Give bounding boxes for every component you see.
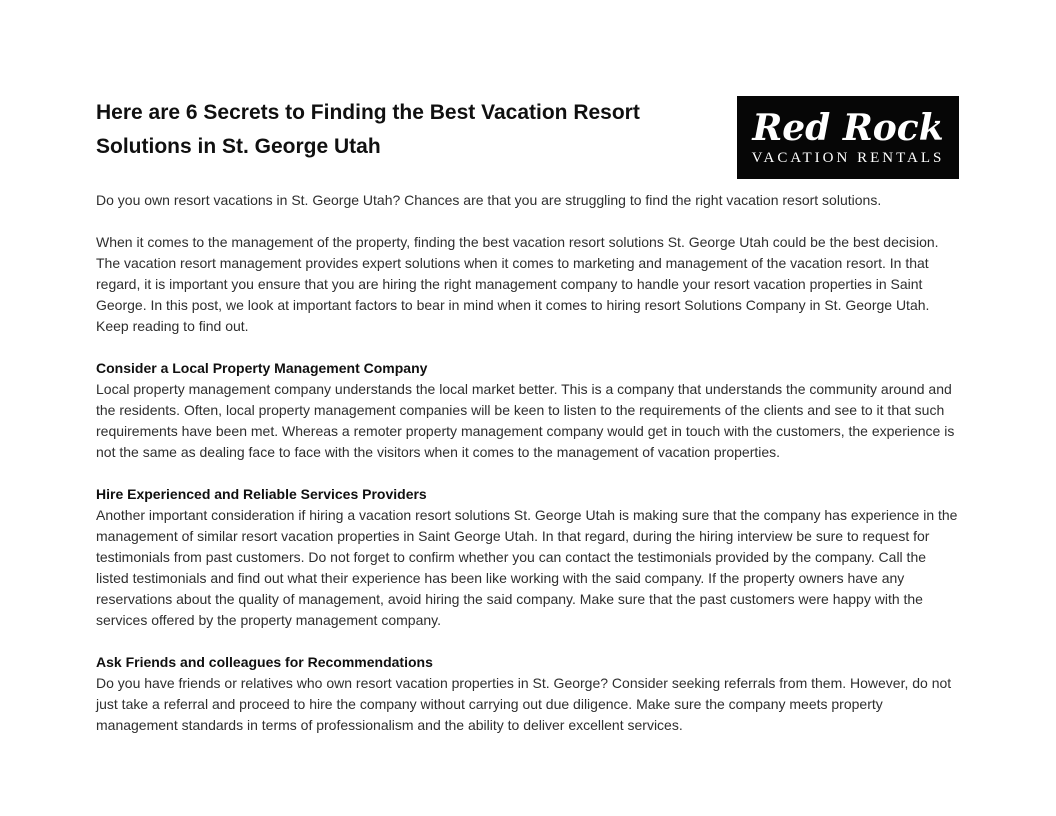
section-body: Do you have friends or relatives who own resort vacation properties in St. George? Consider seeking referrals from them. However, do not just take a referral and proceed to hire the company without carrying out due diligence. Make sure the company meets property management standards in terms of professionalism and the ability to deliver excellent services. [96, 675, 952, 733]
intro-paragraph-2: When it comes to the management of the property, finding the best vacation resort solutions St. George Utah could be the best decision. The vacation resort management provides expert solutions when it comes to marketing and management of the vacation resort. In that regard, it is important you ensure that you are hiring the right management company to handle your resort vacation properties in Saint George. In this post, we look at important factors to bear in mind when it comes to hiring resort Solutions Company in St. George Utah. Keep reading to find out. [96, 234, 939, 334]
company-logo [737, 96, 959, 179]
section-body: Another important consideration if hiring a vacation resort solutions St. George Utah is making sure that the company has experience in the management of similar resort vacation properties in Saint George Utah. In that regard, during the hiring interview be sure to request for testimonials from past customers. Do not forget to confirm whether you can contact the testimonials provided by the company. Call the listed testimonials and find out what their experience has been like working with the said company. If the property owners have any reservations about the quality of management, avoid hiring the said company. Make sure that the past customers were happy with the services offered by the property management company. [96, 507, 958, 628]
logo-brand-name: Red Rock [752, 107, 944, 149]
section-local-property-management [96, 358, 961, 463]
intro-paragraph-1: Do you own resort vacations in St. George Utah? Chances are that you are struggling to find the right vacation resort solutions. [96, 192, 882, 208]
section-heading: Ask Friends and colleagues for Recommendations [96, 654, 433, 670]
page-title: Here are 6 Secrets to Finding the Best Vacation Resort Solutions in St. George Utah [96, 101, 640, 158]
section-experienced-providers [96, 484, 961, 631]
section-body: Local property management company understands the local market better. This is a company that understands the community around and the residents. Often, local property management companies will be keen to listen to the requirements of the clients and see to it that such requirements have been met. Whereas a remoter property management company would get in touch with the customers, the experience is not the same as dealing face to face with the visitors when it comes to the management of vacation properties. [96, 381, 955, 460]
document-content [96, 96, 961, 757]
logo-tagline: VACATION RENTALS [751, 150, 945, 166]
section-heading: Hire Experienced and Reliable Services Providers [96, 486, 427, 502]
section-recommendations [96, 652, 961, 736]
section-heading: Consider a Local Property Management Company [96, 360, 428, 376]
